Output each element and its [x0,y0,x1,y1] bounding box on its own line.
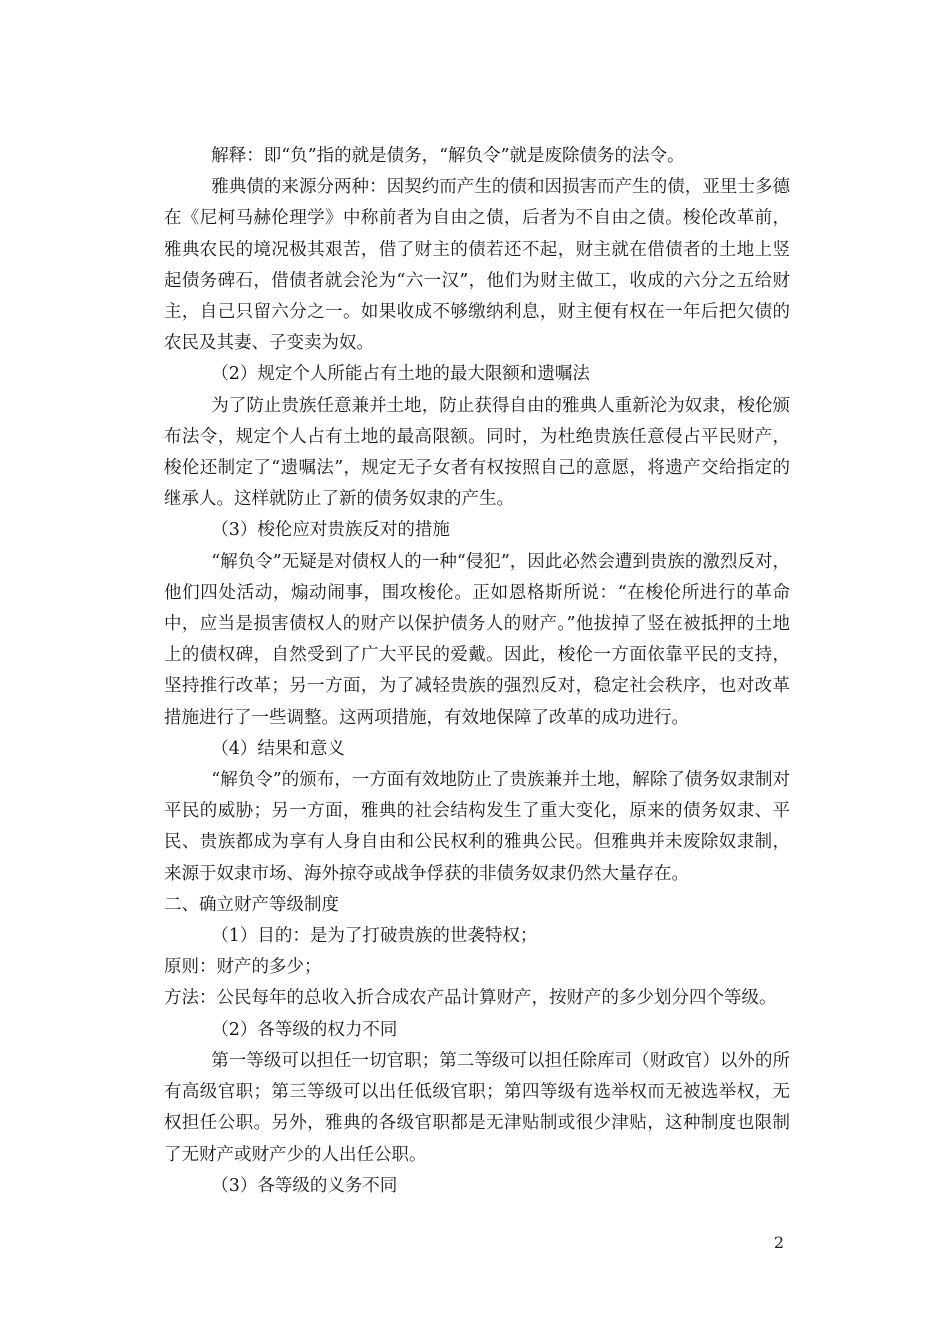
paragraph: “解负令”无疑是对债权人的一种“侵犯”，因此必然会遭到贵族的激烈反对，他们四处活动，煽动闹事，围攻梭伦。正如恩格斯所说：“在梭伦所进行的革命中，应当是损害债权人的财产以保护债务人的财产。”他拔掉了竖在被抵押的土地上的债权碑，自然受到了广大平民的爱戴。因此，梭伦一方面依靠平民的支持，坚持推行改革；另一方面，为了减轻贵族的强烈反对，稳定社会秩序，也对改革措施进行了一些调整。这两项措施，有效地保障了改革的成功进行。 [164,551,790,728]
section-heading: （3）各等级的义务不同 [211,1175,398,1196]
section-heading: （2）各等级的权力不同 [211,1019,398,1040]
paragraph: 第一等级可以担任一切官职；第二等级可以担任除库司（财政官）以外的所有高级官职；第三等级可以出任低级官职；第四等级有选举权而无被选举权，无权担任公职。另外，雅典的各级官职都是无津贴制或很少津贴，这种制度也限制了无财产或财产少的人出任公职。 [164,1050,790,1165]
section-heading: （3）梭伦应对贵族反对的措施 [211,520,450,541]
paragraph: 为了防止贵族任意兼并土地，防止获得自由的雅典人重新沦为奴隶，梭伦颁布法令，规定个人占有土地的最高限额。同时，为杜绝贵族任意侵占平民财产，梭伦还制定了“遗嘱法”，规定无子女者有权按照自己的意愿，将遗产交给指定的继承人。这样就防止了新的债务奴隶的产生。 [164,395,790,510]
paragraph: 原则：财产的多少； [164,957,322,978]
chapter-heading: 二、确立财产等级制度 [164,894,339,915]
paragraph: 解释：即“负”指的就是债务，“解负令”就是废除债务的法令。 [211,146,685,166]
section-heading: （1）目的：是为了打破贵族的世袭特权； [211,926,538,947]
paragraph: 方法：公民每年的总收入折合成农产品计算财产，按财产的多少划分四个等级。 [164,988,777,1009]
page-body [164,141,790,1202]
paragraph: “解负令”的颁布，一方面有效地防止了贵族兼并土地，解除了债务奴隶制对平民的威胁；另一方面，雅典的社会结构发生了重大变化，原来的债务奴隶、平民、贵族都成为享有人身自由和公民权利的雅典公民。但雅典并未废除奴隶制，来源于奴隶市场、海外掠夺或战争俘获的非债务奴隶仍然大量存在。 [164,770,790,884]
paragraph: 雅典债的来源分两种：因契约而产生的债和因损害而产生的债，亚里士多德在《尼柯马赫伦理学》中称前者为自由之债，后者为不自由之债。梭伦改革前，雅典农民的境况极其艰苦，借了财主的债若还不起，财主就在借债者的土地上竖起债务碑石，借债者就会沦为“六一汉”，他们为财主做工，收成的六分之五给财主，自己只留六分之一。如果收成不够缴纳利息，财主便有权在一年后把欠债的农民及其妻、子变卖为奴。 [164,177,790,354]
page-number: 2 [773,1233,784,1252]
section-heading: （2）规定个人所能占有土地的最大限额和遗嘱法 [211,364,590,385]
section-heading: （4）结果和意义 [211,738,345,759]
